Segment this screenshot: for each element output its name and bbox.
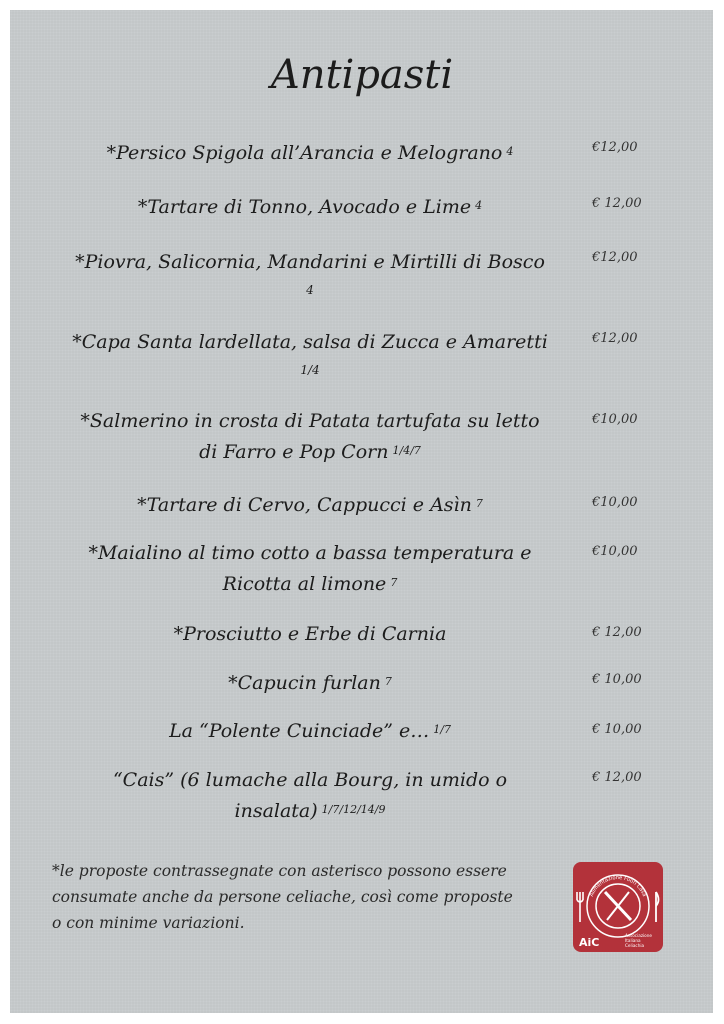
menu-item-name-line2: Ricotta al limone [222, 573, 387, 595]
menu-item-price: €12,00 [592, 331, 638, 346]
logo-org-line: Associazione [625, 933, 652, 938]
menu-item-name: *Tartare di Tonno, Avocado e Lime [137, 196, 472, 218]
allergen-codes: 7 [475, 497, 483, 510]
menu-item-price: €12,00 [592, 250, 638, 265]
menu-item [30, 327, 590, 380]
menu-title: Antipasti [270, 52, 454, 98]
knife-icon [656, 892, 659, 922]
menu-item-price: € 10,00 [592, 672, 642, 687]
allergen-codes: 1/7/12/14/9 [321, 803, 386, 816]
allergen-codes: 4 [506, 145, 514, 158]
menu-item-price: €10,00 [592, 495, 638, 510]
allergen-codes: 1/7 [433, 723, 451, 736]
menu-item-price: € 12,00 [592, 770, 642, 785]
allergen-codes: 4 [306, 283, 314, 297]
footnote-line: consumate anche da persone celiache, così come proposte [52, 888, 513, 906]
menu-item-price: €12,00 [592, 140, 638, 155]
menu-item-name-line1: *Maialino al timo cotto a bassa temperatura e [88, 542, 532, 564]
logo-org-line: Italiana [625, 938, 641, 943]
menu-item-name: *Prosciutto e Erbe di Carnia [173, 623, 447, 645]
logo-brand: AiC [579, 936, 600, 949]
footnote-line: *le proposte contrassegnate con asterisco possono essere [52, 862, 507, 880]
logo-ring-text: Alimentazione Fuori Casa [588, 874, 648, 898]
menu-item [30, 138, 590, 169]
menu-item [30, 619, 590, 650]
aic-logo [573, 862, 663, 952]
menu-item-name-line1: *Salmerino in crosta di Patata tartufata su letto [80, 410, 540, 432]
menu-item-price: €10,00 [592, 544, 638, 559]
menu-item-price: €10,00 [592, 412, 638, 427]
menu-item [30, 716, 590, 747]
aic-logo-graphic [573, 862, 663, 952]
menu-item-price: € 12,00 [592, 625, 642, 640]
menu-item-price: € 12,00 [592, 196, 642, 211]
menu-item-price: € 10,00 [592, 722, 642, 737]
menu-item-name: *Capucin furlan [228, 672, 381, 694]
fork-icon [577, 892, 583, 922]
gluten-free-footnote [52, 858, 572, 936]
menu-item-name: *Persico Spigola all’Arancia e Melograno [106, 142, 503, 164]
menu-item-name-line1: “Cais” (6 lumache alla Bourg, in umido o [112, 769, 508, 791]
menu-item-name: *Tartare di Cervo, Cappucci e Asìn [137, 494, 472, 516]
menu-item-name-line2: di Farro e Pop Corn [199, 441, 389, 463]
menu-item-name: *Piovra, Salicornia, Mandarini e Mirtilli di Bosco [75, 251, 545, 273]
menu-item [30, 490, 590, 521]
menu-item [30, 192, 590, 223]
footnote-line: o con minime variazioni. [52, 914, 245, 932]
logo-org-line: Celiachia [625, 943, 645, 948]
menu-item [30, 538, 590, 600]
allergen-codes: 7 [390, 576, 398, 589]
menu-item [30, 668, 590, 699]
allergen-codes: 1/4/7 [392, 444, 421, 457]
allergen-codes: 4 [475, 199, 483, 212]
allergen-codes: 7 [384, 675, 392, 688]
menu-item-name: La “Polente Cuinciade” e… [169, 720, 430, 742]
menu-item [30, 765, 590, 827]
menu-item [30, 247, 590, 300]
menu-item [30, 406, 590, 468]
allergen-codes: 1/4 [300, 363, 320, 377]
menu-item-name: *Capa Santa lardellata, salsa di Zucca e Amaretti [72, 331, 548, 353]
menu-item-name-line2: insalata) [234, 800, 318, 822]
